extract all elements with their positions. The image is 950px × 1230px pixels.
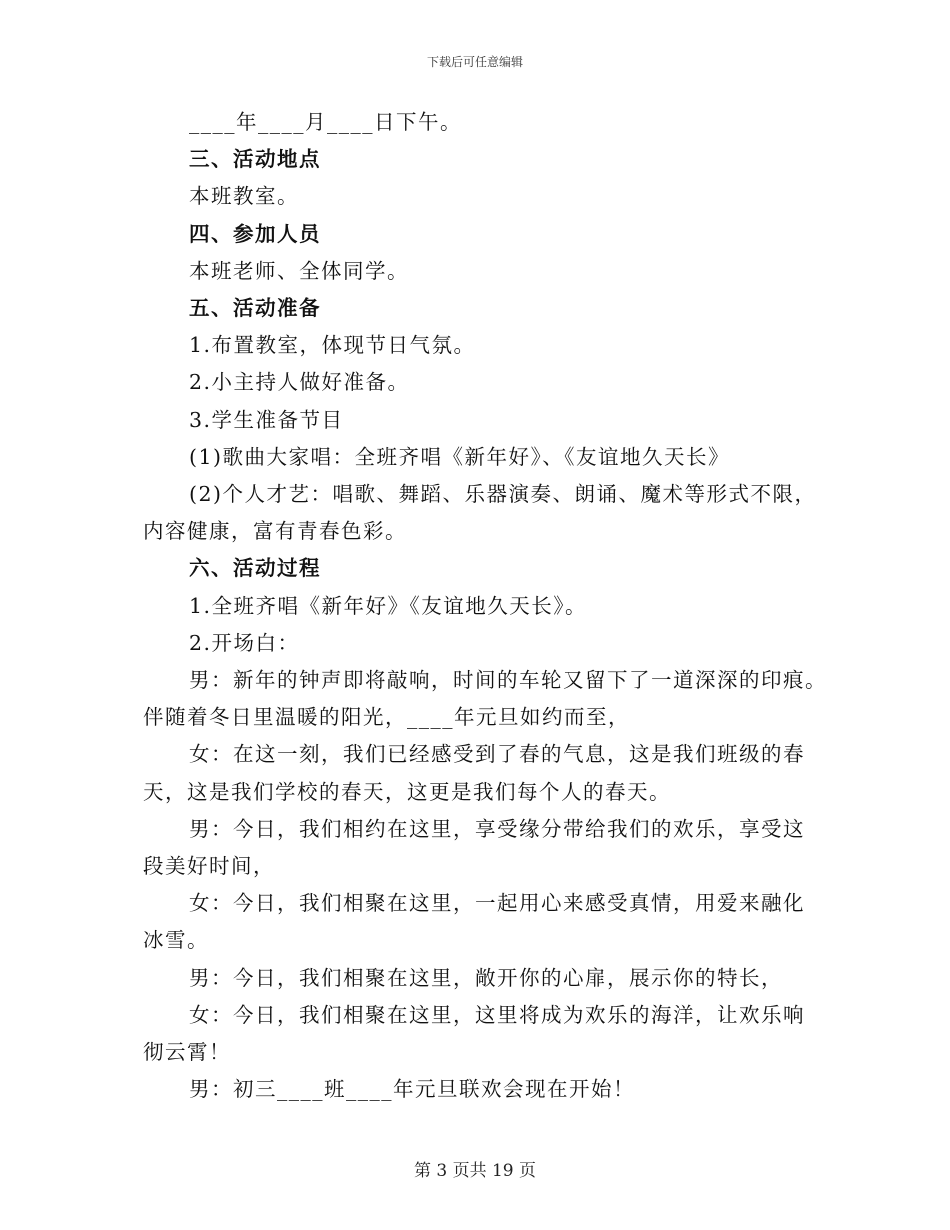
paragraph-line: 伴随着冬日里温暖的阳光，____年元旦如约而至， xyxy=(143,705,630,730)
paragraph-line: 男：新年的钟声即将敲响，时间的车轮又留下了一道深深的印痕。 xyxy=(189,668,827,692)
section-heading: 五、活动准备 xyxy=(189,296,321,320)
paragraph-line: 女：在这一刻，我们已经感受到了春的气息，这是我们班级的春 xyxy=(189,742,805,767)
page-header: 下载后可任意编辑 xyxy=(426,55,523,69)
paragraph-line: 女：今日，我们相聚在这里，一起用心来感受真情，用爱来融化 xyxy=(189,891,805,916)
paragraph-line: 段美好时间， xyxy=(143,854,275,878)
paragraph-line: 2.小主持人做好准备。 xyxy=(189,370,410,395)
section-heading: 六、活动过程 xyxy=(189,556,321,581)
page-footer: 第 3 页共 19 页 xyxy=(413,1161,537,1181)
paragraph-line: 内容健康，富有青春色彩。 xyxy=(143,519,407,544)
paragraph-line: 2.开场白： xyxy=(189,630,300,655)
section-heading: 三、活动地点 xyxy=(189,147,321,172)
paragraph-line: 冰雪。 xyxy=(143,928,209,953)
paragraph-line: 1.布置教室，体现节日气氛。 xyxy=(189,333,476,358)
paragraph-line: 男：初三____班____年元旦联欢会现在开始！ xyxy=(189,1077,635,1102)
paragraph-line: 1.全班齐唱《新年好》《友谊地久天长》。 xyxy=(189,593,588,618)
paragraph-line: 3.学生准备节目 xyxy=(189,407,344,432)
section-heading: 四、参加人员 xyxy=(189,221,321,246)
paragraph-line: (2)个人才艺：唱歌、舞蹈、乐器演奏、朗诵、魔术等形式不限， xyxy=(189,482,817,506)
paragraph-line: 女：今日，我们相聚在这里，这里将成为欢乐的海洋，让欢乐响 xyxy=(189,1002,805,1027)
paragraph-line: 男：今日，我们相聚在这里，敞开你的心扉，展示你的特长， xyxy=(189,965,783,990)
paragraph-line: 男：今日，我们相约在这里，享受缘分带给我们的欢乐，享受这 xyxy=(189,816,805,841)
paragraph-line: 天，这是我们学校的春天，这更是我们每个人的春天。 xyxy=(143,779,671,804)
paragraph-line: (1)歌曲大家唱：全班齐唱《新年好》、《友谊地久天长》 xyxy=(189,444,731,469)
paragraph-line: 本班教室。 xyxy=(189,184,299,209)
paragraph-line: ____年____月____日下午。 xyxy=(189,110,462,134)
paragraph-line: 本班老师、全体同学。 xyxy=(189,258,409,283)
paragraph-line: 彻云霄！ xyxy=(143,1040,231,1064)
